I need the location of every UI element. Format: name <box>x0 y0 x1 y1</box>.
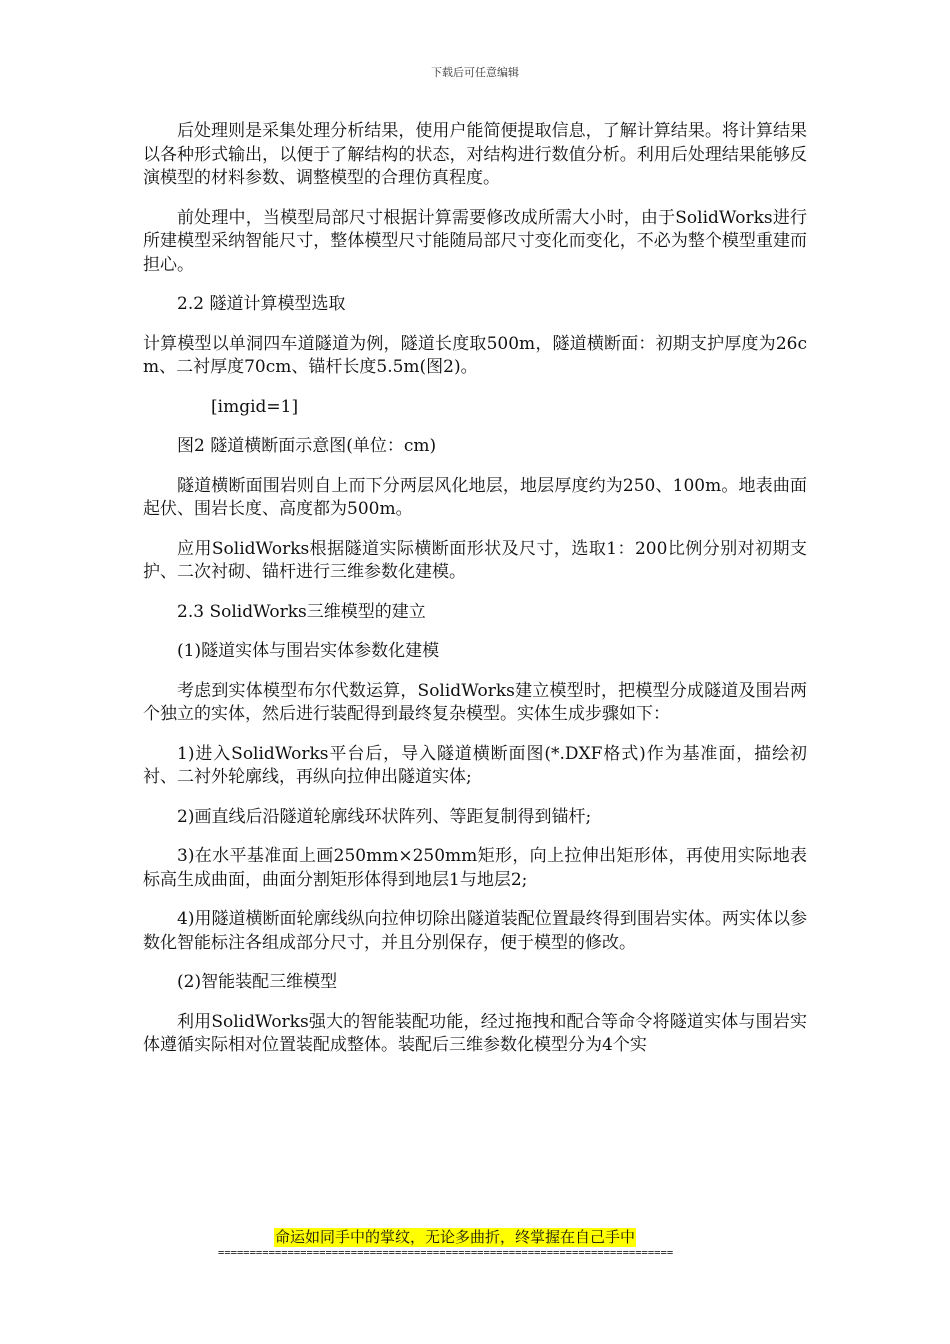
subheading-smart-assembly: (2)智能装配三维模型 <box>177 972 338 992</box>
section-heading-2-3: 2.3 SolidWorks三维模型的建立 <box>177 601 426 622</box>
figure-caption: 图2 隧道横断面示意图(单位：cm) <box>177 436 437 456</box>
step-3: 3)在水平基准面上画250mm×250mm矩形，向上拉伸出矩形体，再使用实际地表标高生成曲面，曲面分割矩形体得到地层1与地层2; <box>143 846 807 890</box>
step-4: 4)用隧道横断面轮廓线纵向拉伸切除出隧道装配位置最终得到围岩实体。两实体以参数化智能标注各组成部分尺寸，并且分别保存，便于模型的修改。 <box>143 909 807 953</box>
paragraph-model-params: 计算模型以单洞四车道隧道为例，隧道长度取500m，隧道横断面：初期支护厚度为26cm、二衬厚度70cm、锚杆长度5.5m(图2)。 <box>143 333 807 377</box>
paragraph-postprocessing: 后处理则是采集处理分析结果，使用户能简便提取信息，了解计算结果。将计算结果以各种形式输出，以便于了解结构的状态，对结构进行数值分析。利用后处理结果能够反演模型的材料参数、调整模型的合理仿真程度。 <box>143 121 807 188</box>
section-heading-2-2: 2.2 隧道计算模型选取 <box>177 294 346 314</box>
page-footer <box>218 1227 808 1259</box>
footer-rule: ======================================================================== <box>218 1247 674 1259</box>
footer-slogan: 命运如同手中的掌纹，无论多曲折，终掌握在自己手中 <box>275 1228 636 1246</box>
step-2: 2)画直线后沿隧道轮廓线环状阵列、等距复制得到锚杆; <box>177 806 592 827</box>
page-header: 下载后可任意编辑 <box>431 66 519 79</box>
paragraph-boolean: 考虑到实体模型布尔代数运算，SolidWorks建立模型时，把模型分成隧道及围岩两个独立的实体，然后进行装配得到最终复杂模型。实体生成步骤如下： <box>143 680 807 724</box>
paragraph-strata: 隧道横断面围岩则自上而下分两层风化地层，地层厚度约为250、100m。地表曲面起伏、围岩长度、高度都为500m。 <box>143 475 807 519</box>
paragraph-assembly: 利用SolidWorks强大的智能装配功能，经过拖拽和配合等命令将隧道实体与围岩实体遵循实际相对位置装配成整体。装配后三维参数化模型分为4个实 <box>143 1011 807 1055</box>
image-placeholder: [imgid=1] <box>211 396 299 417</box>
paragraph-preprocessing: 前处理中，当模型局部尺寸根据计算需要修改成所需大小时，由于SolidWorks进行所建模型采纳智能尺寸，整体模型尺寸能随局部尺寸变化而变化，不必为整个模型重建而担心。 <box>143 207 807 275</box>
document-body <box>143 120 807 1074</box>
step-1: 1)进入SolidWorks平台后，导入隧道横断面图(*.DXF格式)作为基准面，描绘初衬、二衬外轮廓线，再纵向拉伸出隧道实体; <box>143 743 807 787</box>
subheading-parametric-modeling: (1)隧道实体与围岩实体参数化建模 <box>177 641 440 661</box>
paragraph-scale-modeling: 应用SolidWorks根据隧道实际横断面形状及尺寸，选取1：200比例分别对初期支护、二次衬砌、锚杆进行三维参数化建模。 <box>143 538 807 582</box>
